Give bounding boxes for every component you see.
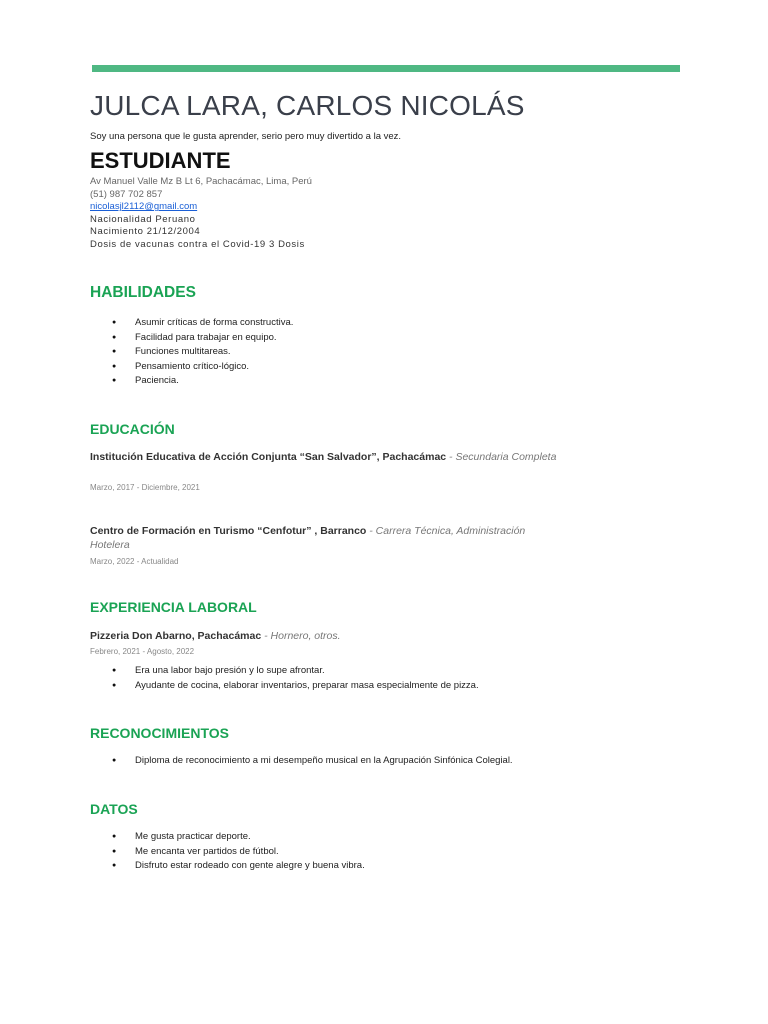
experience-entry bbox=[90, 629, 560, 643]
awards-heading: RECONOCIMIENTOS bbox=[90, 725, 229, 741]
list-item: ● Facilidad para trabajar en equipo. bbox=[90, 331, 293, 346]
list-item: ● Paciencia. bbox=[90, 374, 293, 389]
address-text: Av Manuel Valle Mz B Lt 6, Pachacámac, Lima, Perú bbox=[90, 176, 312, 187]
birth-text: Nacimiento 21/12/2004 bbox=[90, 226, 201, 238]
education-entry-1 bbox=[90, 450, 560, 464]
accent-bar bbox=[92, 65, 680, 72]
experience-dates: Febrero, 2021 - Agosto, 2022 bbox=[90, 647, 195, 656]
education-heading: EDUCACIÓN bbox=[90, 421, 175, 437]
nationality-text: Nacionalidad Peruano bbox=[90, 213, 196, 225]
experience-list bbox=[90, 664, 479, 693]
list-item: ● Pensamiento crítico-lógico. bbox=[90, 360, 293, 375]
list-item: ● Ayudante de cocina, elaborar inventarios, preparar masa especialmente de pizza. bbox=[90, 679, 479, 694]
list-item: ● Me gusta practicar deporte. bbox=[90, 830, 365, 845]
experience-heading: EXPERIENCIA LABORAL bbox=[90, 599, 257, 615]
program-detail: - Secundaria Completa bbox=[446, 451, 557, 463]
vaccines-text: Dosis de vacunas contra el Covid-19 3 Dosis bbox=[90, 238, 305, 250]
program-detail: - Carrera Técnica, Administración Hotelera bbox=[90, 525, 526, 551]
institution-name: Centro de Formación en Turismo “Cenfotur” , Barranco bbox=[90, 525, 367, 537]
awards-list bbox=[90, 754, 513, 769]
company-name: Pizzeria Don Abarno, Pachacámac bbox=[90, 630, 262, 642]
role-title: ESTUDIANTE bbox=[90, 148, 231, 173]
list-item: ● Funciones multitareas. bbox=[90, 345, 293, 360]
list-item: ● Disfruto estar rodeado con gente alegre y buena vibra. bbox=[90, 859, 365, 874]
data-list bbox=[90, 830, 365, 874]
summary-text: Soy una persona que le gusta aprender, serio pero muy divertido a la vez. bbox=[90, 131, 402, 142]
list-item: ● Era una labor bajo presión y lo supe afrontar. bbox=[90, 664, 479, 679]
contact-block bbox=[90, 176, 312, 252]
education-dates-2: Marzo, 2022 - Actualidad bbox=[90, 557, 179, 566]
candidate-name: JULCA LARA, CARLOS NICOLÁS bbox=[90, 90, 525, 121]
list-item: ● Me encanta ver partidos de fútbol. bbox=[90, 845, 365, 860]
list-item: ● Diploma de reconocimiento a mi desempeño musical en la Agrupación Sinfónica Colegial. bbox=[90, 754, 513, 769]
skills-list bbox=[90, 316, 293, 389]
education-dates-1: Marzo, 2017 - Diciembre, 2021 bbox=[90, 483, 200, 492]
job-role: - Hornero, otros. bbox=[261, 630, 341, 642]
education-entry-2 bbox=[90, 524, 560, 552]
data-heading: DATOS bbox=[90, 801, 138, 817]
phone-text: (51) 987 702 857 bbox=[90, 188, 163, 200]
email-link[interactable]: nicolasjl2112@gmail.com bbox=[90, 201, 198, 213]
list-item: ● Asumir críticas de forma constructiva. bbox=[90, 316, 293, 331]
institution-name: Institución Educativa de Acción Conjunta “San Salvador”, Pachacámac bbox=[90, 451, 447, 463]
skills-heading: HABILIDADES bbox=[90, 284, 196, 301]
